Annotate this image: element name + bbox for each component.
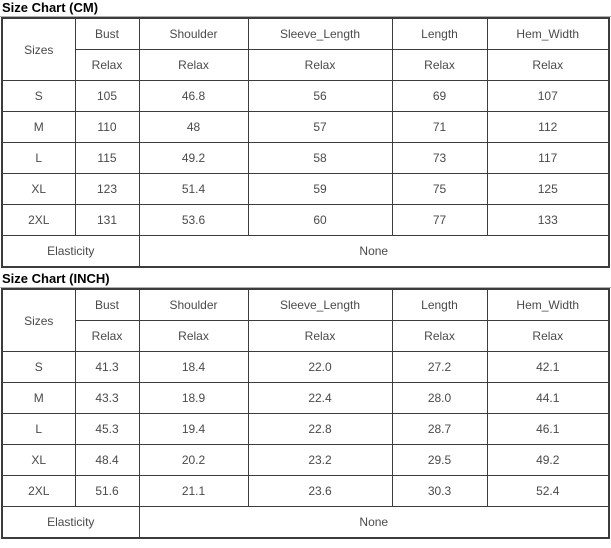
size-label-cell: 2XL: [2, 205, 75, 236]
measurement-value-cell: 112: [487, 112, 609, 143]
measurement-value-cell: 21.1: [139, 476, 248, 507]
elasticity-value-cell: None: [139, 507, 609, 539]
fit-header-cell: Relax: [392, 321, 487, 352]
measurement-value-cell: 27.2: [392, 352, 487, 383]
measurement-value-cell: 73: [392, 143, 487, 174]
measurement-value-cell: 58: [248, 143, 392, 174]
measurement-header-cell: Shoulder: [139, 289, 248, 321]
size-label-cell: XL: [2, 445, 75, 476]
measurement-value-cell: 19.4: [139, 414, 248, 445]
measurement-value-cell: 115: [75, 143, 139, 174]
header-row-measurements: [2, 289, 609, 321]
size-label-cell: L: [2, 414, 75, 445]
elasticity-label-cell: Elasticity: [2, 507, 139, 539]
measurement-header-cell: Bust: [75, 18, 139, 50]
measurement-value-cell: 123: [75, 174, 139, 205]
fit-header-cell: Relax: [248, 50, 392, 81]
measurement-value-cell: 51.6: [75, 476, 139, 507]
size-row-xl: [2, 445, 609, 476]
measurement-value-cell: 133: [487, 205, 609, 236]
fit-header-cell: Relax: [75, 321, 139, 352]
measurement-header-cell: Hem_Width: [487, 289, 609, 321]
elasticity-row: [2, 507, 609, 539]
measurement-header-cell: Sleeve_Length: [248, 289, 392, 321]
size-label-cell: S: [2, 81, 75, 112]
measurement-value-cell: 105: [75, 81, 139, 112]
size-row-m: [2, 112, 609, 143]
size-row-s: [2, 352, 609, 383]
measurement-value-cell: 117: [487, 143, 609, 174]
fit-header-cell: Relax: [487, 50, 609, 81]
measurement-value-cell: 49.2: [487, 445, 609, 476]
size-chart-inch-title: Size Chart (INCH): [0, 271, 611, 288]
measurement-value-cell: 22.0: [248, 352, 392, 383]
size-row-xl: [2, 174, 609, 205]
size-label-cell: M: [2, 383, 75, 414]
header-row-fit: [2, 321, 609, 352]
fit-header-cell: Relax: [75, 50, 139, 81]
measurement-value-cell: 77: [392, 205, 487, 236]
measurement-value-cell: 131: [75, 205, 139, 236]
measurement-value-cell: 49.2: [139, 143, 248, 174]
size-label-cell: S: [2, 352, 75, 383]
fit-header-cell: Relax: [139, 321, 248, 352]
measurement-header-cell: Bust: [75, 289, 139, 321]
size-row-s: [2, 81, 609, 112]
measurement-value-cell: 51.4: [139, 174, 248, 205]
measurement-value-cell: 22.4: [248, 383, 392, 414]
measurement-value-cell: 125: [487, 174, 609, 205]
measurement-value-cell: 23.2: [248, 445, 392, 476]
measurement-value-cell: 30.3: [392, 476, 487, 507]
measurement-value-cell: 60: [248, 205, 392, 236]
measurement-value-cell: 20.2: [139, 445, 248, 476]
size-chart-inch-section: [0, 271, 611, 539]
measurement-value-cell: 28.7: [392, 414, 487, 445]
measurement-value-cell: 48: [139, 112, 248, 143]
header-row-measurements: [2, 18, 609, 50]
size-row-l: [2, 414, 609, 445]
measurement-header-cell: Length: [392, 289, 487, 321]
size-chart-cm-table: [1, 17, 610, 268]
header-row-fit: [2, 50, 609, 81]
measurement-value-cell: 28.0: [392, 383, 487, 414]
measurement-value-cell: 41.3: [75, 352, 139, 383]
elasticity-label-cell: Elasticity: [2, 236, 139, 268]
size-row-2xl: [2, 476, 609, 507]
measurement-value-cell: 107: [487, 81, 609, 112]
size-row-l: [2, 143, 609, 174]
fit-header-cell: Relax: [139, 50, 248, 81]
measurement-value-cell: 53.6: [139, 205, 248, 236]
size-chart-inch-table: [1, 288, 610, 539]
measurement-value-cell: 42.1: [487, 352, 609, 383]
measurement-value-cell: 23.6: [248, 476, 392, 507]
measurement-value-cell: 29.5: [392, 445, 487, 476]
measurement-value-cell: 44.1: [487, 383, 609, 414]
measurement-value-cell: 71: [392, 112, 487, 143]
measurement-header-cell: Hem_Width: [487, 18, 609, 50]
fit-header-cell: Relax: [487, 321, 609, 352]
fit-header-cell: Relax: [248, 321, 392, 352]
measurement-value-cell: 46.8: [139, 81, 248, 112]
measurement-value-cell: 52.4: [487, 476, 609, 507]
measurement-value-cell: 22.8: [248, 414, 392, 445]
measurement-value-cell: 18.4: [139, 352, 248, 383]
measurement-value-cell: 56: [248, 81, 392, 112]
measurement-value-cell: 57: [248, 112, 392, 143]
measurement-header-cell: Shoulder: [139, 18, 248, 50]
measurement-value-cell: 46.1: [487, 414, 609, 445]
size-label-cell: 2XL: [2, 476, 75, 507]
size-label-cell: XL: [2, 174, 75, 205]
size-label-cell: L: [2, 143, 75, 174]
measurement-value-cell: 69: [392, 81, 487, 112]
sizes-header-cell: Sizes: [2, 289, 75, 352]
sizes-header-cell: Sizes: [2, 18, 75, 81]
measurement-value-cell: 59: [248, 174, 392, 205]
measurement-value-cell: 48.4: [75, 445, 139, 476]
fit-header-cell: Relax: [392, 50, 487, 81]
size-label-cell: M: [2, 112, 75, 143]
measurement-value-cell: 45.3: [75, 414, 139, 445]
elasticity-row: [2, 236, 609, 268]
size-row-m: [2, 383, 609, 414]
size-chart-cm-title: Size Chart (CM): [0, 0, 611, 17]
measurement-header-cell: Length: [392, 18, 487, 50]
elasticity-value-cell: None: [139, 236, 609, 268]
measurement-value-cell: 43.3: [75, 383, 139, 414]
size-chart-cm-section: [0, 0, 611, 268]
size-row-2xl: [2, 205, 609, 236]
measurement-header-cell: Sleeve_Length: [248, 18, 392, 50]
measurement-value-cell: 75: [392, 174, 487, 205]
measurement-value-cell: 110: [75, 112, 139, 143]
measurement-value-cell: 18.9: [139, 383, 248, 414]
